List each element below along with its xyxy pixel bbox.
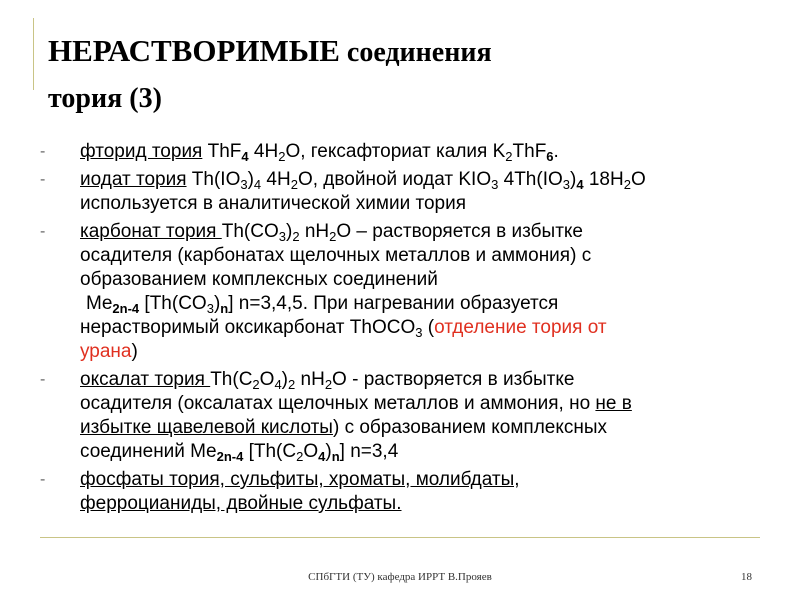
bullet-marker: - (40, 471, 46, 488)
highlight-text: отделение тория от (434, 317, 607, 338)
footer-divider (40, 537, 760, 538)
list-item: - фторид тория ThF$_4$ $4H_2O$, гексафториат калия $K_2ThF_6$. (40, 141, 559, 164)
title-part-1: НЕРАСТВОРИМЫЕ (48, 33, 340, 68)
bullet-marker: - (40, 171, 46, 188)
title-part-2: соединения (339, 37, 492, 68)
footer-text: СПбГТИ (ТУ) кафедра ИРРТ В.Прояев (308, 571, 492, 583)
bullet-marker: - (40, 223, 46, 240)
item-text: иодат тория (80, 169, 187, 190)
item-text: оксалат тория (80, 369, 211, 390)
list-item (40, 468, 760, 516)
list-item: - иодат тория $Th(IO_3)_4$ $4H_2O$, двойной иодат $KIO_3$ $4Th(IO_3)_4$ $18H_2O$ используется в аналитической химии тория (40, 168, 760, 216)
item-text: фторид тория (80, 141, 203, 162)
title-part-3: тория (3) (48, 83, 162, 114)
item-text: осадителя (карбонатах щелочных металлов и аммония) с (80, 245, 592, 266)
item-text: фосфаты тория, сульфиты, хроматы, молибдаты, (80, 469, 520, 490)
highlight-text: урана (80, 341, 132, 362)
list-item: - карбонат тория $Th(CO_3)_2$ $nH_2O$ – растворяется в избытке осадителя (карбонатах щелочных металлов и аммония) с образованием комплексных соединений $Me_{2n-4}$ $[Th(CO_3)_n]$ n=3,4,5. При нагревании образуется нерастворимый оксикарбонат ThOCO$_3$ (отделение тория от урана) (40, 220, 760, 364)
item-text: карбонат тория (80, 221, 222, 242)
item-text: используется в аналитической химии тория (80, 193, 466, 214)
bullet-marker: - (40, 143, 46, 160)
page-number: 18 (741, 571, 752, 583)
bullet-list (40, 140, 760, 520)
title-accent-line (33, 18, 34, 90)
item-text: ферроцианиды, двойные сульфаты. (80, 493, 402, 514)
bullet-marker: - (40, 371, 46, 388)
slide-title (48, 28, 748, 122)
list-item: - оксалат тория $Th(C_2O_4)_2$ $nH_2O$ - растворяется в избытке осадителя (оксалатах щелочных металлов и аммония, но не в избытке щавелевой кислоты) с образованием комплексных соединений $Me_{2n-4}$ $[Th(C_2O_4)_n]$ n=3,4 (40, 369, 632, 464)
item-text: образованием комплексных соединений (80, 269, 438, 290)
